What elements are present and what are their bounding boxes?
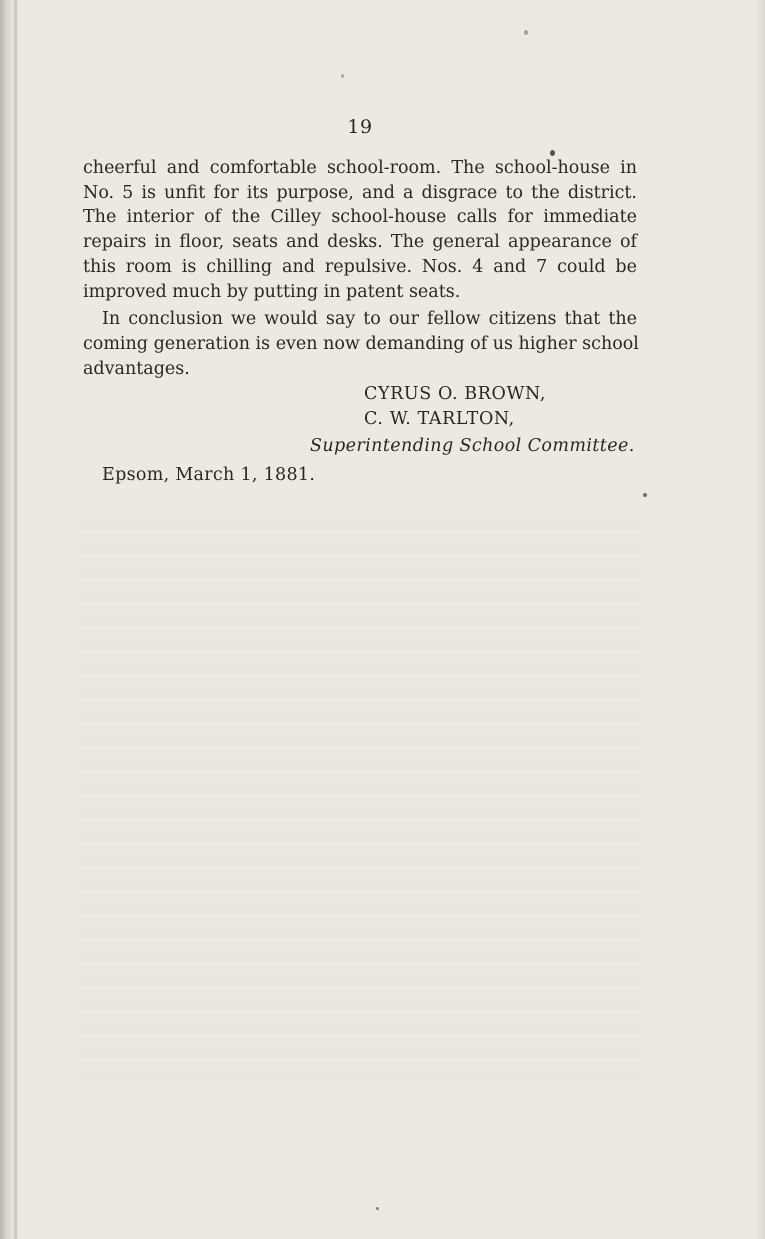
text-line: coming generation is even now demanding of us higher school xyxy=(83,333,639,354)
paper-speck xyxy=(524,30,528,35)
text-line: this room is chilling and repulsive. Nos. 4 and 7 could be xyxy=(83,256,637,277)
paper-speck xyxy=(643,493,647,497)
page-binding-crease xyxy=(14,0,17,1239)
dateline: Epsom, March 1, 1881. xyxy=(102,465,316,485)
page-number: 19 xyxy=(347,116,373,138)
paragraph-1 xyxy=(83,156,637,304)
signature-cyrus-brown: CYRUS O. BROWN, xyxy=(364,384,546,404)
text-line: In conclusion we would say to our fellow citizens that the xyxy=(102,309,637,330)
committee-title: Superintending School Committee. xyxy=(310,436,635,456)
paper-speck xyxy=(376,1207,379,1210)
signature-cw-tarlton: C. W. TARLTON, xyxy=(364,409,515,429)
text-line: advantages. xyxy=(83,358,190,379)
body-text xyxy=(83,156,637,381)
text-line: improved much by putting in patent seats. xyxy=(83,281,461,302)
paragraph-2 xyxy=(83,307,637,381)
page-right-edge xyxy=(755,0,765,1239)
text-line: repairs in floor, seats and desks. The general appearance of xyxy=(83,232,637,253)
text-line: No. 5 is unfit for its purpose, and a disgrace to the district. xyxy=(83,182,637,203)
paper-speck xyxy=(341,74,344,78)
page-binding-shadow xyxy=(0,0,22,1239)
text-line: The interior of the Cilley school-house calls for immediate xyxy=(83,207,637,228)
reverse-side-bleed-through xyxy=(80,520,640,1080)
text-line: cheerful and comfortable school-room. The school-house in xyxy=(83,158,637,178)
